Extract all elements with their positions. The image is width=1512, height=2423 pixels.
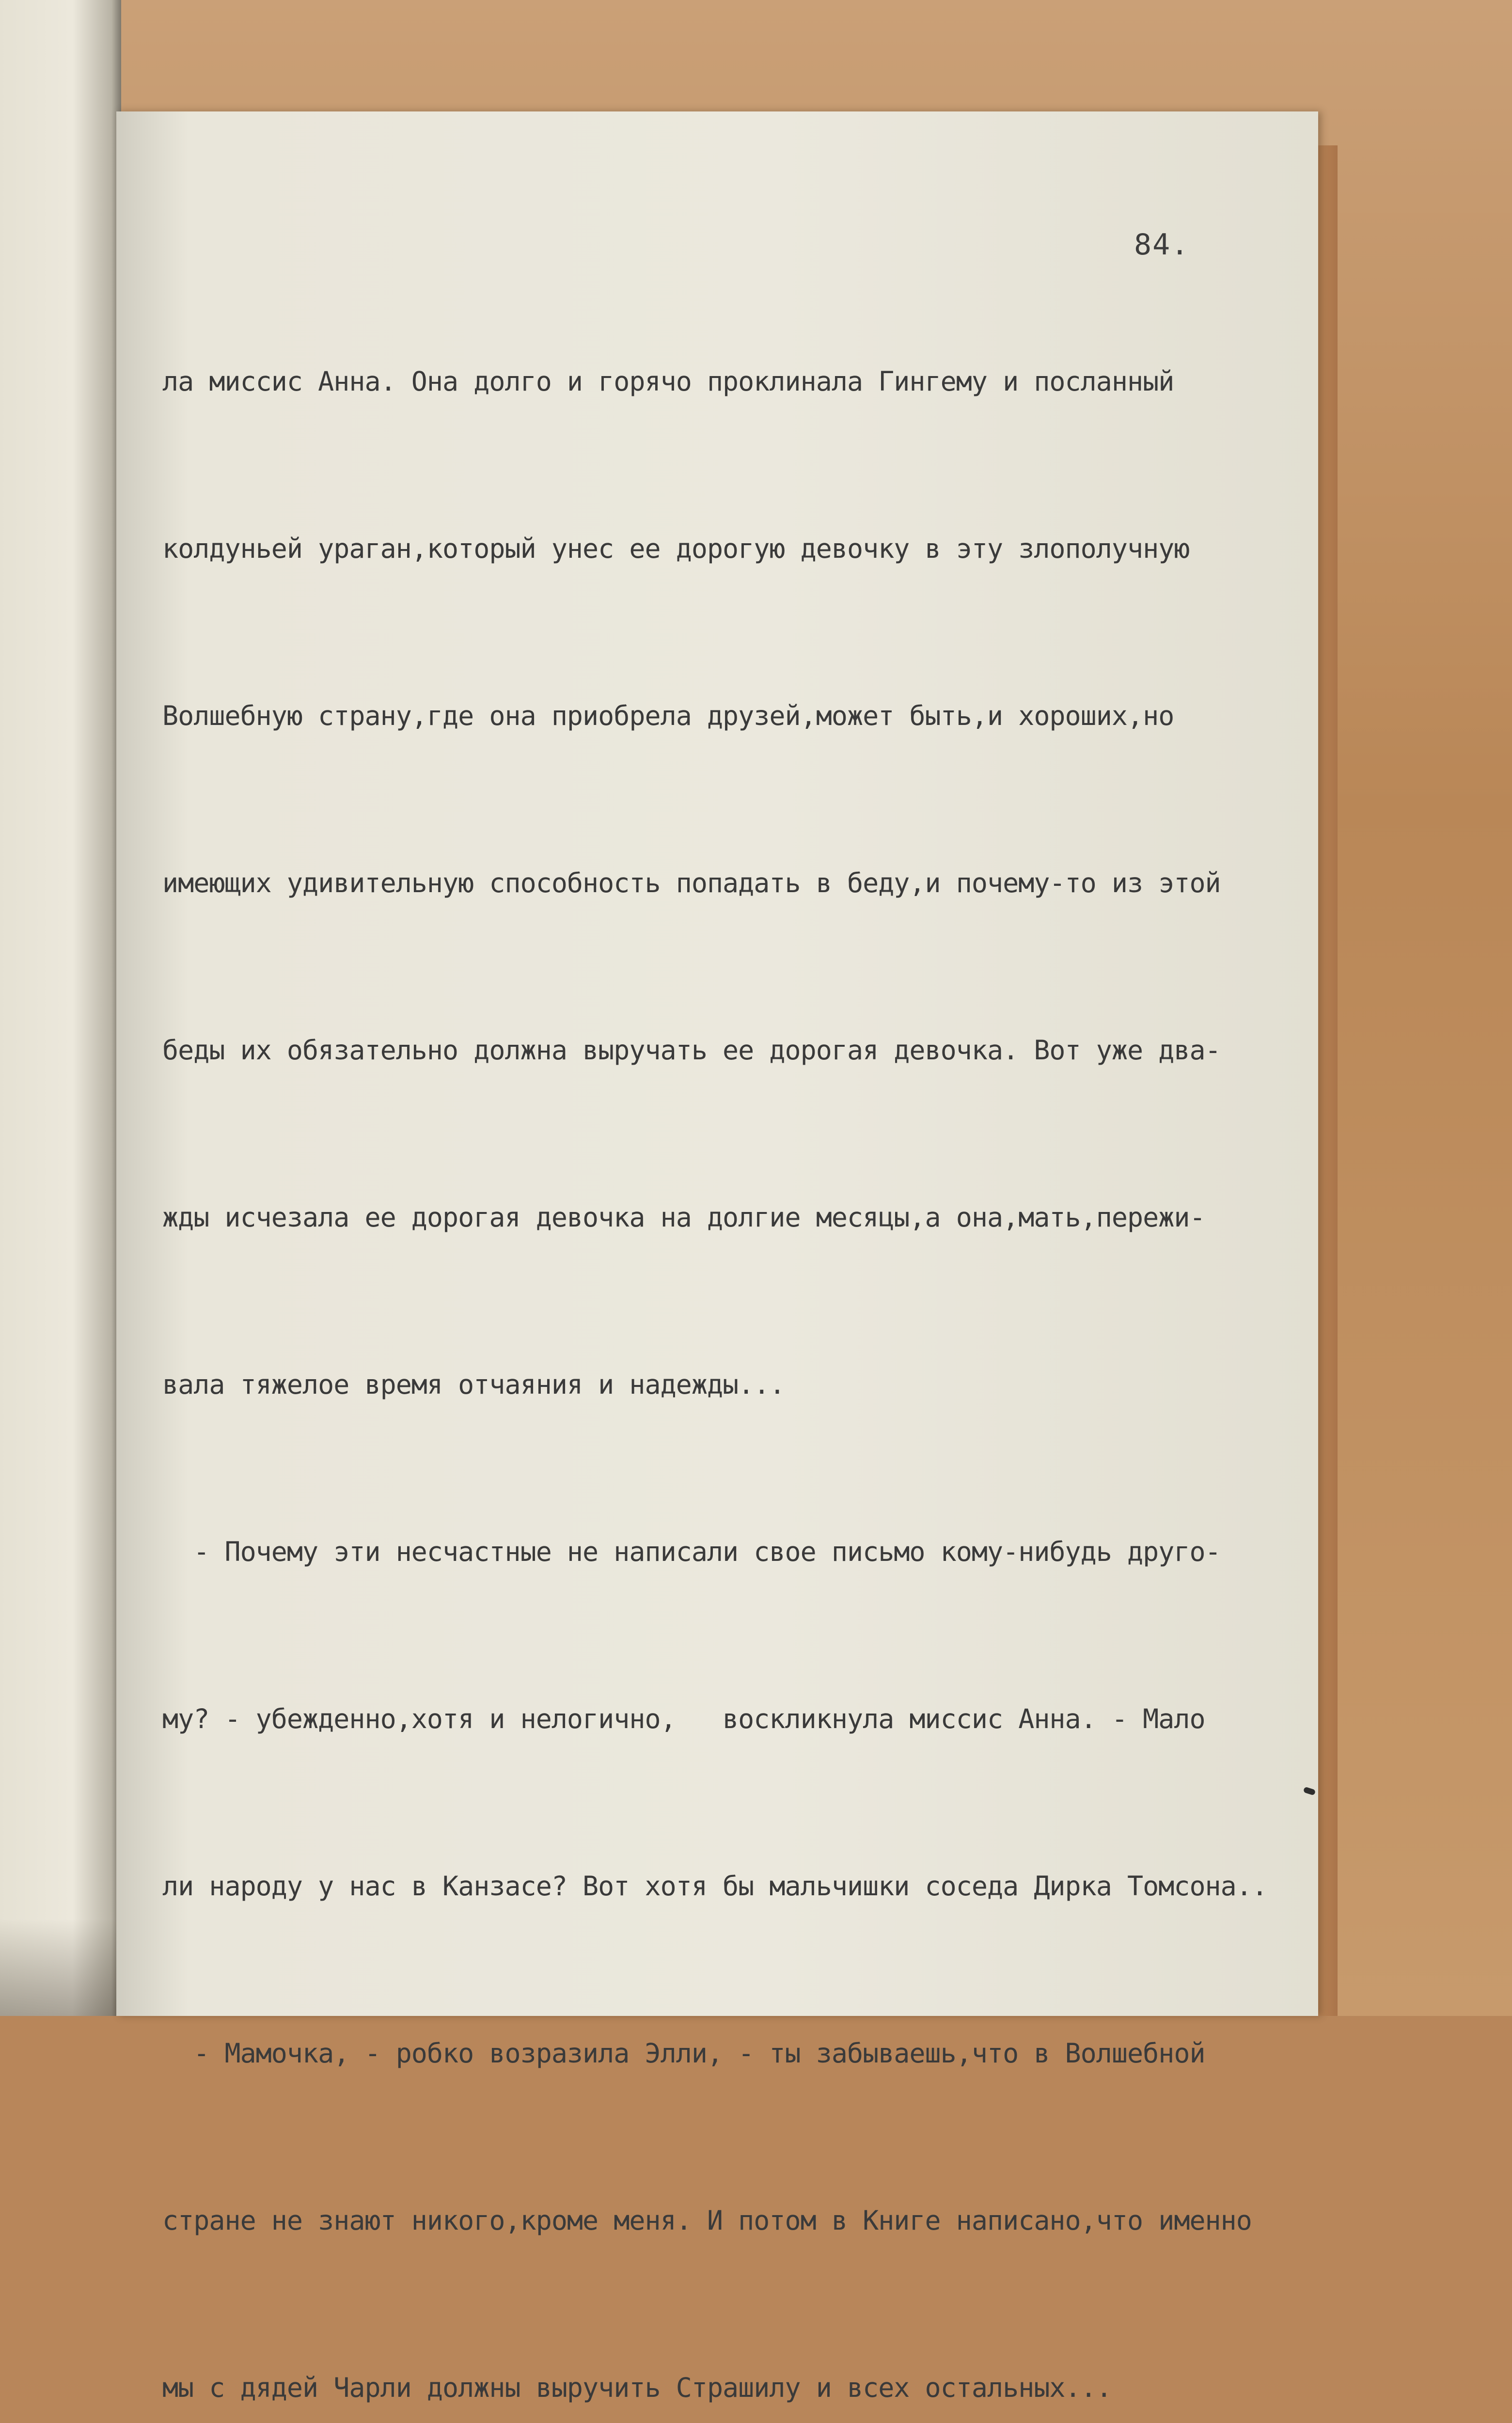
text-line: му? - убежденно,хотя и нелогично, воскликнула миссис Анна. - Мало [162,1703,1205,1734]
text-line: жды исчезала ее дорогая девочка на долгие месяцы,а она,мать,пережи- [162,1202,1205,1233]
body-text [162,242,1296,2423]
text-line: колдуньей ураган,который унес ее дорогую девочку в эту злополучную [162,533,1190,564]
text-line: стране не знают никого,кроме меня. И потом в Книге написано,что именно [162,2205,1252,2236]
text-line: - Мамочка, - робко возразила Элли, - ты забываешь,что в Волшебной [162,2038,1205,2069]
text-line: - Почему эти несчастные не написали свое письмо кому-нибудь друго- [162,1536,1221,1567]
text-line: ли народу у нас в Канзасе? Вот хотя бы мальчишки соседа Дирка Томсона.. [162,1871,1268,1902]
left-page [0,0,121,2016]
text-line: мы с дядей Чарли должны выручить Страшилу и всех остальных... [162,2372,1112,2403]
text-line: беды их обязательно должна выручать ее дорогая девочка. Вот уже два- [162,1035,1221,1066]
text-line: имеющих удивительную способность попадать в беду,и почему-то из этой [162,867,1221,898]
book-shadow [0,1919,126,2016]
text-line: вала тяжелое время отчаяния и надежды... [162,1369,785,1400]
page-number: 84. [1134,228,1190,262]
text-line: ла миссис Анна. Она долго и горячо проклинала Гингему и посланный [162,366,1174,397]
text-line: Волшебную страну,где она приобрела друзей,может быть,и хороших,но [162,700,1174,731]
